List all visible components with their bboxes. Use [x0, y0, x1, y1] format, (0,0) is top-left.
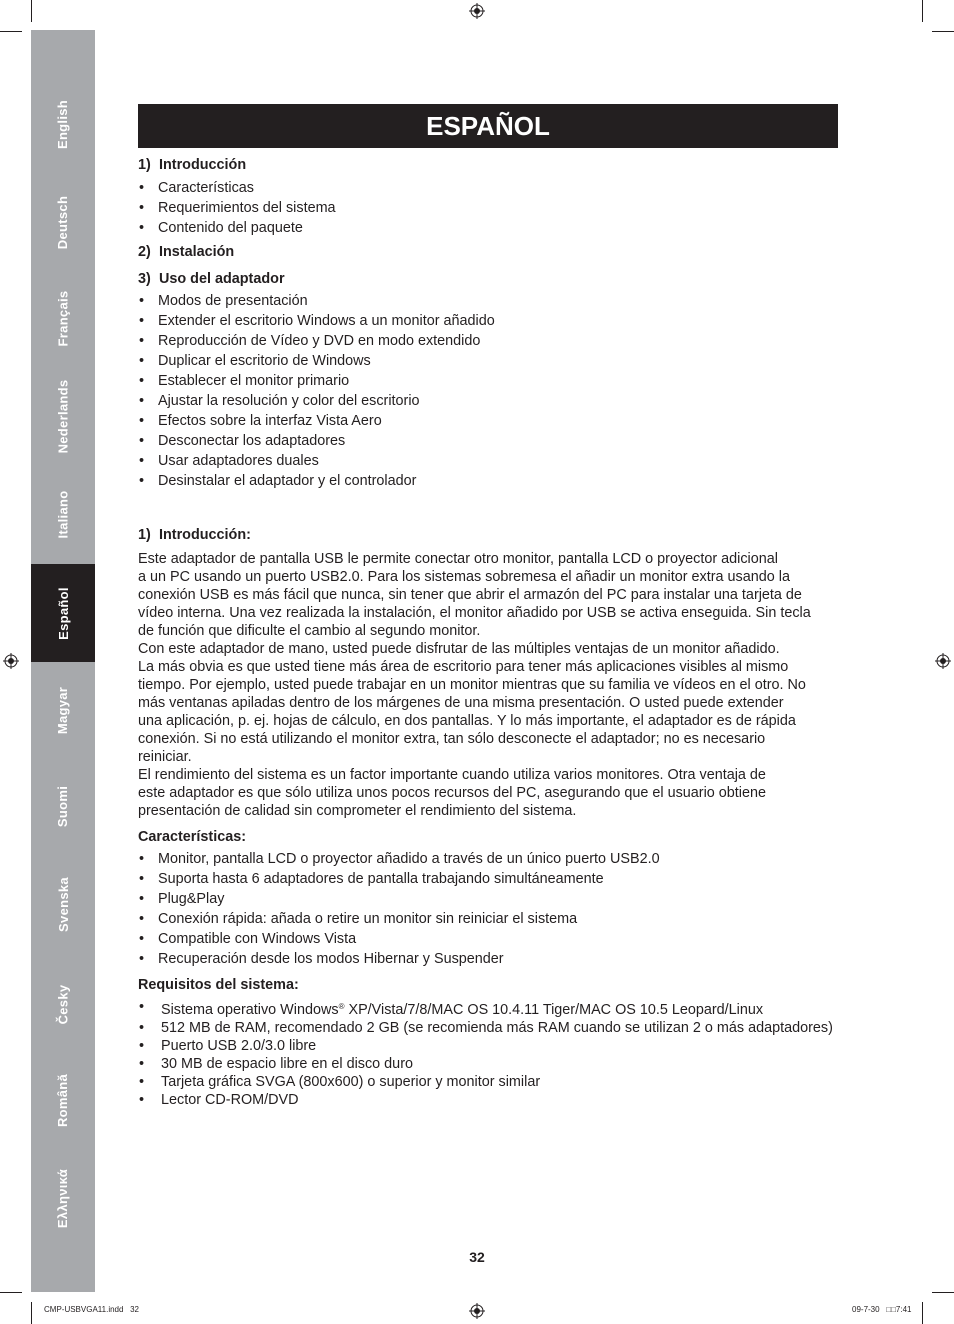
page-number: 32 — [469, 1249, 485, 1265]
feature-item: • Plug&Play — [138, 889, 868, 909]
feature-item: • Recuperación desde los modos Hibernar y Suspender — [138, 949, 868, 969]
toc-item[interactable]: • Extender el escritorio Windows a un monitor añadido — [138, 311, 868, 331]
toc-item[interactable]: • Efectos sobre la interfaz Vista Aero — [138, 411, 868, 431]
toc-item[interactable]: • Reproducción de Vídeo y DVD en modo extendido — [138, 331, 868, 351]
os-suffix: XP/Vista/7/8/MAC OS 10.4.11 Tiger/MAC OS 10.5 Leopard/Linux — [344, 1002, 764, 1018]
toc-item[interactable]: • Establecer el monitor primario — [138, 371, 868, 391]
language-tab-label: Français — [55, 290, 71, 346]
toc-item[interactable]: • Requerimientos del sistema — [138, 198, 868, 218]
main-content — [138, 155, 868, 1109]
text-line: tiempo. Por ejemplo, usted puede trabajar en un monitor mientras que su familia ve vídeos en el otro. No — [138, 677, 806, 693]
requirement-item: • 30 MB de espacio libre en el disco duro — [138, 1055, 868, 1073]
intro-paragraph-1 — [138, 550, 868, 640]
features-heading: Características: — [138, 829, 246, 845]
text-line: Con este adaptador de mano, usted puede disfrutar de las múltiples ventajas de un monitor añadido. — [138, 641, 780, 657]
text-line: una aplicación, p. ej. hojas de cálculo, en dos pantallas. Y lo más importante, el adaptador es de rápida — [138, 713, 796, 729]
language-sidebar — [31, 30, 95, 1292]
crop-mark — [0, 1292, 22, 1293]
language-tab-label: English — [55, 99, 71, 149]
section-number: 1) — [138, 527, 151, 543]
language-tab-label: Română — [55, 1073, 71, 1127]
toc-heading-introduccion — [138, 155, 868, 175]
section-number: 3) — [138, 271, 151, 287]
feature-item: • Conexión rápida: añada o retire un monitor sin reiniciar el sistema — [138, 909, 868, 929]
feature-item: • Monitor, pantalla LCD o proyector añadido a través de un único puerto USB2.0 — [138, 849, 868, 869]
text-line: reiniciar. — [138, 749, 192, 765]
text-line: presentación de calidad sin comprometer el rendimiento del sistema. — [138, 803, 577, 819]
features-list — [138, 849, 868, 969]
toc-item[interactable]: • Contenido del paquete — [138, 218, 868, 238]
section-title: Introducción — [159, 157, 247, 173]
page-title — [138, 104, 838, 148]
intro-paragraph-3 — [138, 766, 868, 820]
requirement-item: • 512 MB de RAM, recomendado 2 GB (se recomienda más RAM cuando se utilizan 2 o más adaptadores) — [138, 1019, 868, 1037]
os-prefix: Sistema operativo Windows — [161, 1002, 339, 1018]
feature-item: • Suporta hasta 6 adaptadores de pantalla trabajando simultáneamente — [138, 869, 868, 889]
text-line: El rendimiento del sistema es un factor importante cuando utiliza varios monitores. Otra ventaja de — [138, 767, 766, 783]
intro-paragraph-2 — [138, 640, 868, 766]
toc-item[interactable]: • Duplicar el escritorio de Windows — [138, 351, 868, 371]
text-line: este adaptador es que sólo utiliza unos pocos recursos del PC, asegurando que el usuario obtiene — [138, 785, 767, 801]
registration-mark-icon — [469, 1303, 485, 1319]
registration-mark-icon — [469, 3, 485, 19]
crop-mark — [922, 1302, 923, 1324]
toc-list — [138, 178, 868, 238]
toc-item[interactable]: • Ajustar la resolución y color del escritorio — [138, 391, 868, 411]
footer-timestamp: 09-7-30 □□7:41 — [852, 1305, 912, 1314]
crop-mark — [31, 0, 32, 22]
language-tab-label: Deutsch — [55, 195, 71, 249]
crop-mark — [932, 1292, 954, 1293]
crop-mark — [31, 1302, 32, 1324]
text-line: de función que dificulte el cambio al segundo monitor. — [138, 623, 481, 639]
requirements-heading: Requisitos del sistema: — [138, 977, 299, 993]
page-title-text: ESPAÑOL — [426, 110, 550, 141]
feature-item: • Compatible con Windows Vista — [138, 929, 868, 949]
section-number: 1) — [138, 157, 151, 173]
language-tab-label: Español — [55, 586, 71, 640]
toc-item[interactable]: • Modos de presentación — [138, 291, 868, 311]
requirement-item: • Tarjeta gráfica SVGA (800x600) o superior y monitor similar — [138, 1073, 868, 1091]
requirement-item: • Puerto USB 2.0/3.0 libre — [138, 1037, 868, 1055]
footer-file-name: CMP-USBVGA11.indd 32 — [44, 1305, 140, 1314]
crop-mark — [932, 31, 954, 32]
toc-item[interactable]: • Desinstalar el adaptador y el controlador — [138, 471, 868, 491]
toc-item[interactable]: • Usar adaptadores duales — [138, 451, 868, 471]
language-tab-label: Česky — [55, 984, 71, 1024]
section-heading-introduccion — [138, 525, 868, 545]
language-tab-label: Nederlands — [55, 379, 71, 453]
text-line: vídeo interna. Una vez realizada la instalación, el monitor añadido por USB se activa enseguida. Sin tecla — [138, 605, 811, 621]
language-tab-greek[interactable] — [31, 1134, 95, 1262]
requirement-item — [138, 998, 868, 1019]
section-title: Instalación — [159, 244, 235, 260]
toc-list — [138, 291, 868, 491]
registered-mark: ® — [338, 1002, 345, 1011]
registration-mark-icon — [935, 653, 951, 669]
language-tab-label: Svenska — [55, 876, 71, 932]
requirements-list — [138, 998, 868, 1109]
text-line: más ventanas apiladas dentro de los márgenes de una misma presentación. O usted puede extender — [138, 695, 784, 711]
registration-mark-icon — [3, 653, 19, 669]
language-tab-label: Italiano — [55, 490, 71, 538]
text-line: conexión USB es más fácil que nunca, sin tener que abrir el armazón del PC para instalar una tarjeta de — [138, 587, 802, 603]
toc-item[interactable]: • Características — [138, 178, 868, 198]
text-line: La más obvia es que usted tiene más área de escritorio para tener más aplicaciones visibles al mismo — [138, 659, 789, 675]
crop-mark — [922, 0, 923, 22]
text-line: conexión. Si no está utilizando el monitor extra, tan sólo desconecte el adaptador; no es necesario — [138, 731, 766, 747]
section-title: Introducción: — [159, 527, 251, 543]
requirement-item: • Lector CD-ROM/DVD — [138, 1091, 868, 1109]
crop-mark — [0, 31, 22, 32]
language-tab-label: Suomi — [55, 785, 71, 827]
section-number: 2) — [138, 244, 151, 260]
toc-heading-instalacion — [138, 242, 868, 262]
text-line: a un PC usando un puerto USB2.0. Para los sistemas sobremesa el añadir un monitor extra usando la — [138, 569, 790, 585]
language-tab-label: Ελληνικά — [55, 1168, 71, 1228]
text-line: Este adaptador de pantalla USB le permite conectar otro monitor, pantalla LCD o proyector adicional — [138, 551, 778, 567]
section-title: Uso del adaptador — [159, 271, 285, 287]
language-tab-italiano[interactable] — [31, 450, 95, 578]
toc-item[interactable]: • Desconectar los adaptadores — [138, 431, 868, 451]
toc-heading-uso — [138, 269, 868, 289]
language-tab-label: Magyar — [55, 686, 71, 734]
